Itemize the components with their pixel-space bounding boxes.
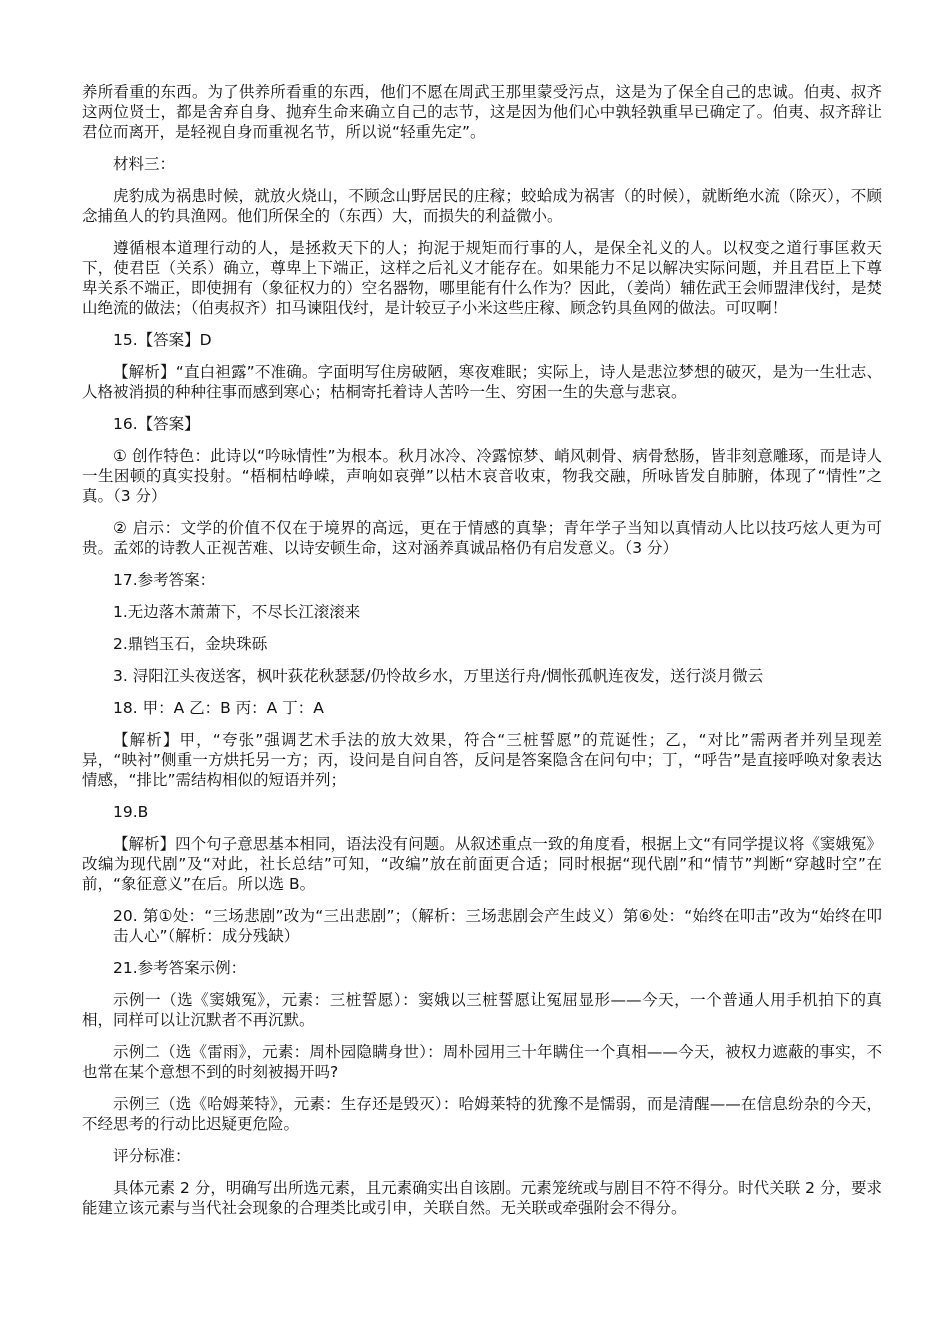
- paragraph-fundamental-principle: 遵循根本道理行动的人，是拯救天下的人；拘泥于规矩而行事的人，是保全礼义的人。以权变之道行事匡救天下，使君臣（关系）确立，尊卑上下端正，这样之后礼义才能存在。如果能力不足以解决实际问题，并且君臣上下尊卑关系不端正，即使拥有（象征权力的）空名器物，哪里能有什么作为？因此，（姜尚）辅佐武王会师盟津伐纣，是焚山绝流的做法；（伯夷叔齐）扣马谏阻伐纣，是计较豆子小米这些庄稼、顾念钓具鱼网的做法。可叹啊！: [82, 239, 882, 317]
- paragraph-tigers-leopards: 虎豹成为祸患时候，就放火烧山，不顾念山野居民的庄稼；蛟蛤成为祸害（的时候），就断绝水流（除灭），不顾念捕鱼人的钓具渔网。他们所保全的（东西）大，而损失的利益微小。: [82, 187, 882, 225]
- grading-criteria-text: 具体元素 2 分，明确写出所选元素，且元素确实出自该剧。元素笼统或与剧目不符不得分。时代关联 2 分，要求能建立该元素与当代社会现象的合理类比或引申，关联自然。无关联或牵强附会不得分。: [82, 1179, 882, 1217]
- answer-19: 19.B: [113, 803, 149, 821]
- analysis-15: 【解析】“直白袒露”不准确。字面明写住房破陋，寒夜难眠；实际上，诗人是悲泣梦想的破灭，是为一生壮志、人格被消损的种种往事而感到寒心；枯桐寄托着诗人苦吟一生、穷困一生的失意与悲哀。: [82, 363, 882, 401]
- answer-21-heading: 21.参考答案示例：: [113, 959, 247, 977]
- answer-16-part-2: ② 启示：文学的价值不仅在于境界的高远，更在于情感的真挚；青年学子当知以真情动人比以技巧炫人更为可贵。孟郊的诗教人正视苦难、以诗安顿生命，这对涵养真诚品格仍有启发意义。（3 分）: [82, 519, 882, 557]
- answer-20-lead: 20. 第①处：: [113, 907, 205, 925]
- material-three-heading: 材料三：: [113, 155, 176, 173]
- answer-17-item-1: 1.无边落木萧萧下，不尽长江滚滚来: [113, 603, 361, 621]
- paragraph-continued-translation: 养所看重的东西。为了供养所看重的东西，他们不愿在周武王那里蒙受污点，这是为了保全自己的忠诚。伯夷、叔齐这两位贤士，都是舍弃自身、抛弃生命来确立自己的志节，这是因为他们心中孰轻孰重早已确定了。伯夷、叔齐辞让君位而离开，是轻视自身而重视名节，所以说“轻重先定”。: [82, 83, 882, 141]
- answer-17-heading: 17.参考答案：: [113, 571, 216, 589]
- answer-15: 15.【答案】D: [113, 331, 212, 349]
- answer-21-example-1: 示例一（选《窦娥冤》，元素：三桩誓愿）：窦娥以三桩誓愿让冤屈显形——今天，一个普通人用手机拍下的真相，同样可以让沉默者不再沉默。: [82, 991, 882, 1029]
- answer-17-item-3: 3. 浔阳江头夜送客，枫叶荻花秋瑟瑟/仍怜故乡水，万里送行舟/惆怅孤帆连夜发，送行淡月微云: [113, 667, 764, 685]
- answer-20-text: “三场悲剧”改为“三出悲剧”；（解析：三场悲剧会产生歧义）第⑥处：“始终在叩击”改为“始终在叩击人心”（解析：成分残缺）: [113, 907, 883, 945]
- answer-21-example-3: 示例三（选《哈姆莱特》，元素：生存还是毁灭）：哈姆莱特的犹豫不是懦弱，而是清醒——在信息纷杂的今天，不经思考的行动比迟疑更危险。: [82, 1095, 882, 1133]
- document-page: [82, 82, 882, 1230]
- answer-20: [82, 906, 882, 946]
- answer-18: 18. 甲：A 乙：B 丙：A 丁：A: [113, 699, 324, 717]
- answer-17-item-2: 2.鼎铛玉石，金块珠砾: [113, 635, 268, 653]
- grading-criteria-heading: 评分标准：: [113, 1147, 191, 1165]
- answer-16-heading: 16.【答案】: [113, 415, 200, 433]
- answer-21-example-2: 示例二（选《雷雨》，元素：周朴园隐瞒身世）：周朴园用三十年瞒住一个真相——今天，被权力遮蔽的事实，不也常在某个意想不到的时刻被揭开吗?: [82, 1043, 882, 1081]
- analysis-19: 【解析】四个句子意思基本相同，语法没有问题。从叙述重点一致的角度看，根据上文“有同学提议将《窦娥冤》改编为现代剧”及“对此，社长总结”可知，“改编”放在前面更合适；同时根据“现代剧”和“情节”判断“穿越时空”在前，“象征意义”在后。所以选 B。: [82, 835, 882, 893]
- answer-16-part-1: ① 创作特色：此诗以“吟咏情性”为根本。秋月冰冷、冷露惊梦、峭风刺骨、病骨愁肠，皆非刻意雕琢，而是诗人一生困顿的真实投射。“梧桐枯峥嵘，声响如哀弹”以枯木哀音收束，物我交融，所咏皆发自肺腑，体现了“情性”之真。（3 分）: [82, 447, 882, 505]
- analysis-18: 【解析】甲，“夸张”强调艺术手法的放大效果，符合“三桩誓愿”的荒诞性；乙，“对比”需两者并列呈现差异，“映衬”侧重一方烘托另一方；丙，设问是自问自答，反问是答案隐含在问句中；丁，“呼告”是直接呼唤对象表达情感，“排比”需结构相似的短语并列；: [82, 731, 882, 789]
